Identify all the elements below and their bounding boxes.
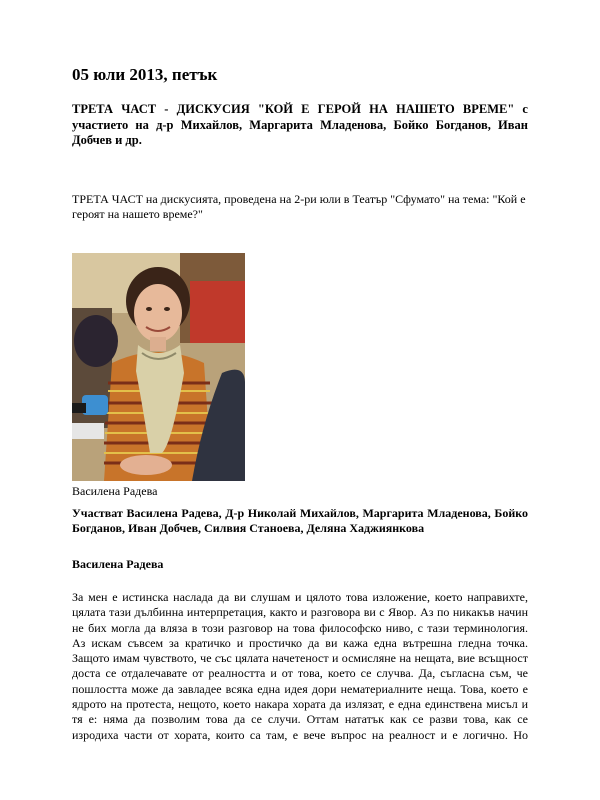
body-line: тя е: няма да позволим това да се случи. Оттам нататък как се разви това, как се bbox=[72, 712, 528, 727]
body-line: не бих могла да вляза в този разговор на това философско ниво, с тази терминология. bbox=[72, 620, 528, 635]
speaker-photo bbox=[72, 253, 245, 481]
participants-line: Участват Василена Радева, Д-р Николай Михайлов, Маргарита Младенова, Бойко Богданов, Иван Добчев, Силвия Станоева, Деляна Хаджиянкова bbox=[72, 506, 528, 535]
body-line: доста се отдалечавате от реалността и от това, което се случва. Да, съгласна съм, че bbox=[72, 666, 528, 681]
body-line: За мен е истинска наслада да ви слушам и цялото това изложение, което направихте, bbox=[72, 590, 528, 604]
post-intro: ТРЕТА ЧАСТ на дискусията, проведена на 2-ри юли в Театър "Сфумато" на тема: "Кой е героят на нашето време?" bbox=[72, 192, 526, 221]
body-line: ядрото на протеста, нещото, което накара хората да излязат, е една единствена мисъл и bbox=[72, 697, 528, 712]
post-body bbox=[72, 590, 528, 743]
body-line: цялата тази дълбинна интерпретация, както и разговора ви с Явор. Аз по никакъв начин bbox=[72, 605, 528, 620]
post-title[interactable]: ТРЕТА ЧАСТ - ДИСКУСИЯ "КОЙ Е ГЕРОЙ НА НАШЕТО ВРЕМЕ" с участието на д-р Михайлов, Маргарита Младенова, Бойко Богданов, Иван Добчев и др. bbox=[72, 102, 528, 147]
post-date: 05 юли 2013, петък bbox=[72, 65, 218, 84]
speaker-name: Василена Радева bbox=[72, 557, 164, 571]
photo-caption: Василена Радева bbox=[72, 484, 158, 498]
body-line: пошлостта може да завладее всяка една идея дори нематериалните неща. Това, което е bbox=[72, 681, 528, 696]
body-line: Аз искам съвсем за кратичко и простичко да ви кажа една вътрешна гледна точка. bbox=[72, 635, 528, 650]
body-line: Защото имам чувството, че със цялата начетеност и осмисляне на нещата, вие всъщност bbox=[72, 651, 528, 666]
body-line: изродиха части от хората, които са там, е вече въпрос на реалност и е логично. Но bbox=[72, 727, 528, 742]
